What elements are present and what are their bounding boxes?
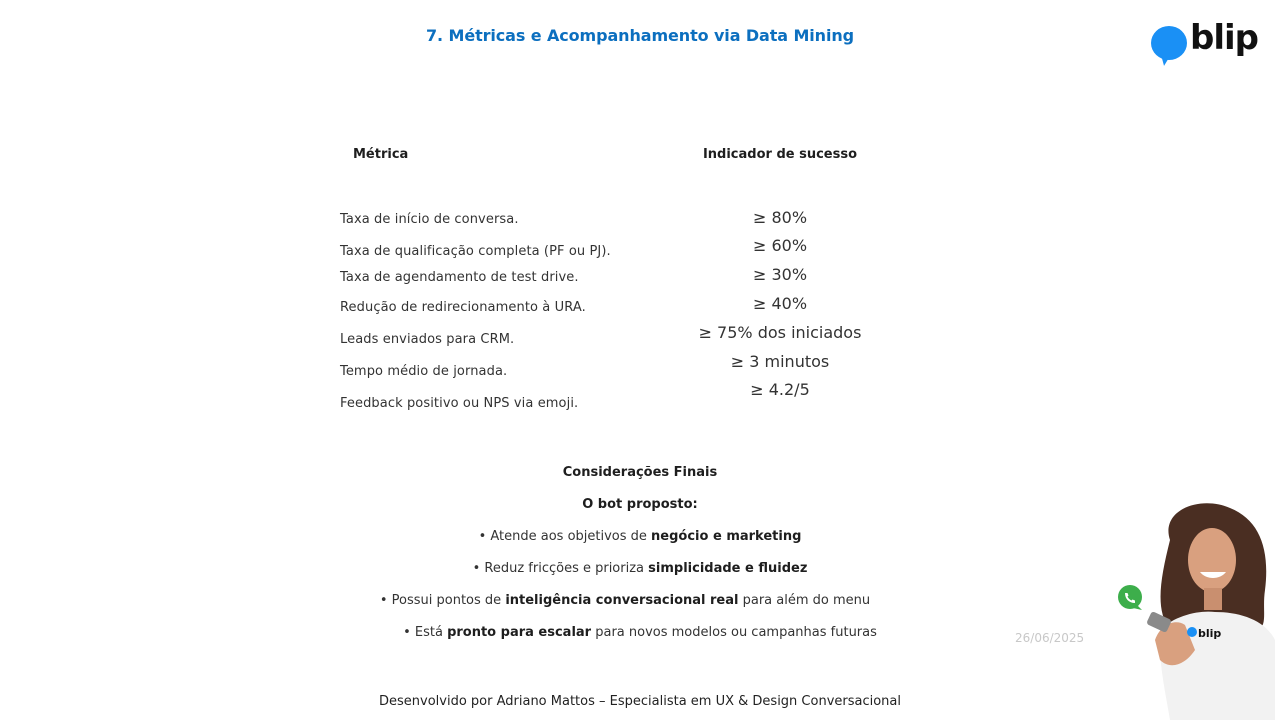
bullet-text: para novos modelos ou campanhas futuras [591, 625, 877, 640]
indicator-cell: ≥ 40% [752, 294, 808, 313]
section-subheading: O bot proposto: [582, 497, 698, 512]
bullet-item [0, 561, 1280, 576]
bullet-bold: simplicidade e fluidez [648, 561, 808, 576]
bullet-item [0, 529, 1280, 544]
page-title: 7. Métricas e Acompanhamento via Data Mining [426, 26, 854, 45]
indicator-cell: ≥ 60% [752, 236, 808, 255]
metric-cell: Taxa de início de conversa. [340, 212, 519, 227]
metric-cell: Redução de redirecionamento à URA. [340, 300, 586, 315]
indicator-cell: ≥ 30% [752, 265, 808, 284]
bullet-text: • Atende aos objetivos de [478, 529, 652, 544]
section-heading: Considerações Finais [562, 465, 718, 480]
metric-cell: Feedback positivo ou NPS via emoji. [340, 396, 579, 411]
indicator-cell: ≥ 75% dos iniciados [698, 323, 862, 342]
metric-cell: Taxa de agendamento de test drive. [340, 270, 579, 285]
metric-cell: Leads enviados para CRM. [340, 332, 515, 347]
bullet-text: • Está [403, 625, 448, 640]
bullet-bold: pronto para escalar [447, 625, 592, 640]
column-header-indicator: Indicador de sucesso [702, 147, 858, 162]
bullet-bold: negócio e marketing [651, 529, 802, 544]
shirt-logo-text: blip [1198, 627, 1222, 640]
author-footer: Desenvolvido por Adriano Mattos – Especialista em UX & Design Conversacional [379, 694, 901, 709]
bullet-bold: inteligência conversacional real [505, 593, 739, 608]
metric-cell: Taxa de qualificação completa (PF ou PJ). [340, 244, 611, 259]
indicator-cell: ≥ 80% [752, 208, 808, 227]
indicator-cell: ≥ 4.2/5 [750, 380, 810, 399]
woman-with-phone-illustration [1140, 500, 1280, 720]
date-label: 26/06/2025 [1015, 631, 1085, 645]
blip-logo [1150, 18, 1262, 68]
bullet-item [0, 593, 1265, 608]
metric-cell: Tempo médio de jornada. [340, 364, 508, 379]
bullet-item [0, 625, 1280, 640]
bullet-text: para além do menu [738, 593, 871, 608]
column-header-metric: Métrica [353, 147, 409, 162]
bullet-text: • Possui pontos de [379, 593, 506, 608]
chat-bubble-tail [1158, 51, 1172, 67]
bullet-text: • Reduz fricções e prioriza [472, 561, 649, 576]
indicator-cell: ≥ 3 minutos [730, 352, 830, 371]
logo-text: blip [1190, 18, 1258, 58]
